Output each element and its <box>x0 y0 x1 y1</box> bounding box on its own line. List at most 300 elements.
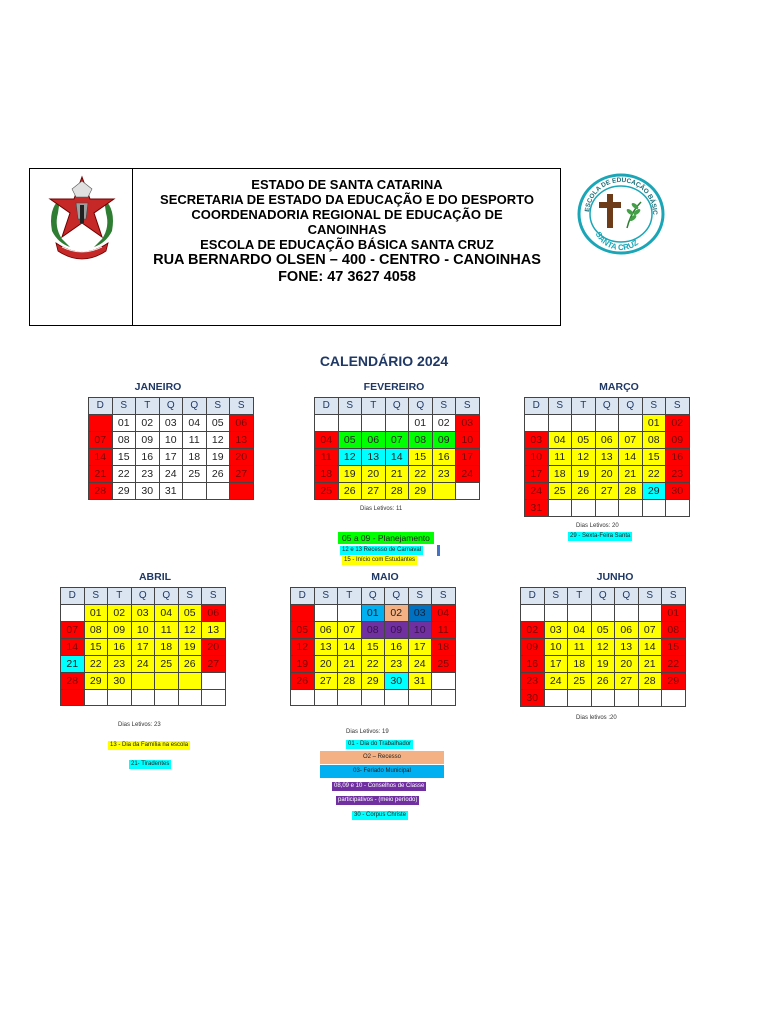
day-cell <box>525 415 549 432</box>
day-cell: 17 <box>408 639 432 656</box>
day-cell <box>548 415 572 432</box>
day-cell: 14 <box>61 639 85 656</box>
day-cell: 25 <box>548 483 572 500</box>
weekday-header: Q <box>591 588 615 605</box>
day-cell: 31 <box>159 483 183 500</box>
day-cell: 19 <box>178 639 202 656</box>
calendar-abril <box>60 587 226 706</box>
weekday-header-row <box>525 398 690 415</box>
weekday-header: S <box>202 588 226 605</box>
week-row <box>291 673 456 690</box>
day-cell: 08 <box>662 622 686 639</box>
weekday-header: S <box>432 398 456 415</box>
week-row <box>291 622 456 639</box>
day-cell: 13 <box>314 639 338 656</box>
legend-sexta-feira-santa: 29 - Sexta-Feira Santa <box>570 533 631 539</box>
day-cell: 06 <box>314 622 338 639</box>
week-row <box>521 605 686 622</box>
weekday-header: T <box>108 588 132 605</box>
day-cell: 08 <box>642 432 666 449</box>
weekday-header: Q <box>361 588 385 605</box>
header-title-block <box>134 177 560 286</box>
weekday-header: T <box>136 398 160 415</box>
day-cell <box>155 673 179 690</box>
day-cell: 07 <box>338 622 362 639</box>
day-cell: 05 <box>178 605 202 622</box>
header-coordination: COORDENADORIA REGIONAL DE EDUCAÇÃO DE <box>191 207 503 222</box>
day-cell <box>108 690 132 706</box>
day-cell: 09 <box>108 622 132 639</box>
week-row <box>61 605 226 622</box>
day-cell: 25 <box>315 483 339 500</box>
day-cell <box>456 483 480 500</box>
day-cell: 11 <box>315 449 339 466</box>
day-cell: 18 <box>432 639 456 656</box>
day-cell: 19 <box>206 449 230 466</box>
week-row <box>61 690 226 706</box>
weekday-header: S <box>206 398 230 415</box>
day-cell: 30 <box>108 673 132 690</box>
day-cell: 06 <box>202 605 226 622</box>
day-cell <box>202 673 226 690</box>
day-cell: 22 <box>84 656 108 673</box>
day-cell <box>291 605 315 622</box>
day-cell <box>178 690 202 706</box>
day-cell: 24 <box>159 466 183 483</box>
day-cell: 19 <box>591 656 615 673</box>
day-cell: 11 <box>183 432 207 449</box>
day-cell <box>432 690 456 706</box>
week-row <box>61 622 226 639</box>
month-name-junho: JUNHO <box>596 571 634 583</box>
calendar-junho <box>520 587 686 707</box>
weekday-header: S <box>662 588 686 605</box>
day-cell: 27 <box>595 483 619 500</box>
month-name-fevereiro: FEVEREIRO <box>363 381 425 393</box>
day-cell: 08 <box>409 432 433 449</box>
day-cell: 28 <box>638 673 662 690</box>
day-cell <box>202 690 226 706</box>
day-cell <box>89 415 113 432</box>
weekday-header: D <box>525 398 549 415</box>
day-cell: 12 <box>338 449 362 466</box>
day-cell: 12 <box>206 432 230 449</box>
header-divider <box>132 169 133 325</box>
day-cell: 27 <box>615 673 639 690</box>
day-cell: 12 <box>291 639 315 656</box>
week-row <box>89 432 254 449</box>
day-cell <box>595 415 619 432</box>
weekday-header-row <box>315 398 480 415</box>
day-cell <box>638 690 662 707</box>
day-cell: 02 <box>666 415 690 432</box>
weekday-header: S <box>548 398 572 415</box>
day-cell: 22 <box>662 656 686 673</box>
day-cell: 21 <box>338 656 362 673</box>
day-cell: 16 <box>666 449 690 466</box>
weekday-header-row <box>61 588 226 605</box>
day-cell: 20 <box>362 466 386 483</box>
week-row <box>89 415 254 432</box>
weekday-header: Q <box>131 588 155 605</box>
day-cell: 27 <box>314 673 338 690</box>
day-cell: 15 <box>409 449 433 466</box>
day-cell: 24 <box>525 483 549 500</box>
weekday-header: S <box>544 588 568 605</box>
day-cell: 20 <box>202 639 226 656</box>
day-cell <box>314 605 338 622</box>
day-cell: 17 <box>159 449 183 466</box>
legend-dia-familia: 13 - Dia da Família na escola <box>110 742 189 748</box>
week-row <box>315 483 480 500</box>
day-cell: 27 <box>202 656 226 673</box>
day-cell: 30 <box>385 673 409 690</box>
week-row <box>291 656 456 673</box>
day-cell: 24 <box>408 656 432 673</box>
week-row <box>521 622 686 639</box>
day-cell: 12 <box>178 622 202 639</box>
weekday-header: S <box>230 398 254 415</box>
weekday-header: S <box>456 398 480 415</box>
day-cell: 10 <box>544 639 568 656</box>
day-cell: 17 <box>544 656 568 673</box>
day-cell <box>666 500 690 517</box>
day-cell: 14 <box>89 449 113 466</box>
weekday-header: Q <box>595 398 619 415</box>
day-cell: 23 <box>108 656 132 673</box>
day-cell: 07 <box>89 432 113 449</box>
day-cell: 01 <box>642 415 666 432</box>
day-cell <box>61 690 85 706</box>
day-cell: 30 <box>136 483 160 500</box>
day-cell: 09 <box>136 432 160 449</box>
school-logo-text-bottom: SANTA CRUZ <box>593 230 640 253</box>
weekday-header: Q <box>385 398 409 415</box>
day-cell <box>432 673 456 690</box>
day-cell: 29 <box>361 673 385 690</box>
day-cell: 13 <box>595 449 619 466</box>
day-cell <box>230 483 254 500</box>
weekday-header: S <box>178 588 202 605</box>
day-cell <box>568 605 592 622</box>
day-cell: 04 <box>315 432 339 449</box>
weekday-header-row <box>89 398 254 415</box>
weekday-header: S <box>84 588 108 605</box>
header-secretariat: SECRETARIA DE ESTADO DA EDUCAÇÃO E DO DESPORTO <box>160 192 534 207</box>
week-row <box>315 415 480 432</box>
weekday-header: Q <box>619 398 643 415</box>
day-cell: 26 <box>291 673 315 690</box>
week-row <box>521 690 686 707</box>
day-cell: 02 <box>432 415 456 432</box>
week-row <box>291 639 456 656</box>
day-cell: 11 <box>568 639 592 656</box>
day-cell: 17 <box>525 466 549 483</box>
state-coat-of-arms-icon <box>40 169 124 274</box>
day-cell <box>385 415 409 432</box>
day-cell: 18 <box>183 449 207 466</box>
day-cell: 07 <box>385 432 409 449</box>
weekday-header: Q <box>615 588 639 605</box>
day-cell: 07 <box>619 432 643 449</box>
header-state: ESTADO DE SANTA CATARINA <box>251 177 443 192</box>
day-cell <box>84 690 108 706</box>
day-cell <box>595 500 619 517</box>
day-cell: 01 <box>84 605 108 622</box>
week-row <box>525 432 690 449</box>
day-cell: 02 <box>521 622 545 639</box>
day-cell: 31 <box>525 500 549 517</box>
day-cell: 04 <box>568 622 592 639</box>
day-cell: 19 <box>291 656 315 673</box>
day-cell <box>544 690 568 707</box>
header-coordination-city: CANOINHAS <box>307 222 387 237</box>
month-name-janeiro: JANEIRO <box>134 381 182 393</box>
weekday-header: D <box>521 588 545 605</box>
day-cell: 15 <box>642 449 666 466</box>
day-cell: 26 <box>178 656 202 673</box>
day-cell: 30 <box>521 690 545 707</box>
weekday-header: D <box>61 588 85 605</box>
day-cell: 29 <box>662 673 686 690</box>
day-cell: 05 <box>572 432 596 449</box>
weekday-header: S <box>338 398 362 415</box>
day-cell: 29 <box>84 673 108 690</box>
day-cell <box>206 483 230 500</box>
week-row <box>521 639 686 656</box>
header-address: RUA BERNARDO OLSEN – 400 - CENTRO - CANOINHAS <box>153 252 541 268</box>
day-cell <box>361 690 385 706</box>
day-cell: 02 <box>108 605 132 622</box>
month-name-marco: MARÇO <box>599 381 639 393</box>
day-cell <box>572 500 596 517</box>
day-cell: 01 <box>361 605 385 622</box>
legend-conselhos-classe: 08,09 e 10 - Conselhos de Classe <box>334 783 425 789</box>
legend-inicio-estudantes: 15 - Início com Estudantes <box>344 557 416 563</box>
day-cell: 06 <box>230 415 254 432</box>
day-cell <box>642 500 666 517</box>
legend-carnaval-marker <box>437 545 440 556</box>
weekday-header: S <box>112 398 136 415</box>
day-cell: 14 <box>338 639 362 656</box>
day-cell: 09 <box>432 432 456 449</box>
day-cell: 24 <box>456 466 480 483</box>
day-cell: 06 <box>362 432 386 449</box>
week-row <box>89 483 254 500</box>
day-cell <box>178 673 202 690</box>
day-cell <box>568 690 592 707</box>
day-cell: 23 <box>432 466 456 483</box>
day-cell: 30 <box>666 483 690 500</box>
week-row <box>61 639 226 656</box>
legend-dia-trabalhador: 01 - Dia do Trabalhador <box>348 741 412 747</box>
weekday-header: T <box>338 588 362 605</box>
day-cell: 01 <box>112 415 136 432</box>
day-cell: 17 <box>456 449 480 466</box>
day-cell: 19 <box>572 466 596 483</box>
day-cell: 01 <box>409 415 433 432</box>
day-cell: 11 <box>155 622 179 639</box>
day-cell: 18 <box>155 639 179 656</box>
day-cell: 14 <box>638 639 662 656</box>
day-cell: 20 <box>230 449 254 466</box>
day-cell: 28 <box>61 673 85 690</box>
day-cell: 21 <box>61 656 85 673</box>
day-cell: 18 <box>315 466 339 483</box>
day-cell <box>619 415 643 432</box>
school-logo-text-top: ESCOLA DE EDUCAÇÃO BÁSIC <box>584 176 659 216</box>
day-cell: 03 <box>159 415 183 432</box>
day-cell <box>61 605 85 622</box>
fevereiro-school-days: Dias Letivos: 11 <box>360 506 403 512</box>
weekday-header: S <box>432 588 456 605</box>
day-cell <box>385 690 409 706</box>
day-cell: 16 <box>385 639 409 656</box>
day-cell <box>544 605 568 622</box>
day-cell: 05 <box>206 415 230 432</box>
day-cell: 27 <box>362 483 386 500</box>
week-row <box>89 466 254 483</box>
day-cell: 28 <box>338 673 362 690</box>
week-row <box>521 656 686 673</box>
day-cell: 08 <box>112 432 136 449</box>
day-cell: 05 <box>291 622 315 639</box>
day-cell: 03 <box>525 432 549 449</box>
day-cell: 23 <box>666 466 690 483</box>
day-cell: 10 <box>159 432 183 449</box>
day-cell: 28 <box>619 483 643 500</box>
weekday-header: D <box>315 398 339 415</box>
day-cell: 22 <box>409 466 433 483</box>
week-row <box>525 449 690 466</box>
week-row <box>315 449 480 466</box>
day-cell: 31 <box>408 673 432 690</box>
day-cell: 29 <box>409 483 433 500</box>
day-cell: 13 <box>615 639 639 656</box>
weekday-header: Q <box>183 398 207 415</box>
day-cell: 03 <box>456 415 480 432</box>
day-cell: 10 <box>525 449 549 466</box>
day-cell: 09 <box>385 622 409 639</box>
day-cell: 22 <box>112 466 136 483</box>
day-cell: 08 <box>361 622 385 639</box>
day-cell <box>638 605 662 622</box>
day-cell: 14 <box>619 449 643 466</box>
weekday-header: T <box>362 398 386 415</box>
junho-school-days: Dias letivos :20 <box>576 715 617 721</box>
week-row <box>291 690 456 706</box>
day-cell <box>591 605 615 622</box>
day-cell <box>338 690 362 706</box>
day-cell: 18 <box>548 466 572 483</box>
day-cell <box>338 415 362 432</box>
day-cell <box>662 690 686 707</box>
calendar-fevereiro <box>314 397 480 500</box>
day-cell: 27 <box>230 466 254 483</box>
weekday-header: T <box>568 588 592 605</box>
weekday-header: S <box>666 398 690 415</box>
day-cell: 08 <box>84 622 108 639</box>
day-cell <box>314 690 338 706</box>
legend-recesso: O2 – Recesso <box>320 751 444 764</box>
week-row <box>291 605 456 622</box>
day-cell <box>131 673 155 690</box>
day-cell: 16 <box>521 656 545 673</box>
day-cell: 13 <box>230 432 254 449</box>
calendar-title: CALENDÁRIO 2024 <box>319 353 449 369</box>
day-cell: 26 <box>572 483 596 500</box>
weekday-header-row <box>291 588 456 605</box>
week-row <box>521 673 686 690</box>
day-cell <box>521 605 545 622</box>
legend-corpus-christi: 30 - Corpus Christe <box>354 812 407 818</box>
day-cell: 18 <box>568 656 592 673</box>
day-cell: 25 <box>568 673 592 690</box>
weekday-header: Q <box>409 398 433 415</box>
day-cell: 11 <box>548 449 572 466</box>
day-cell <box>131 690 155 706</box>
day-cell: 22 <box>642 466 666 483</box>
day-cell <box>291 690 315 706</box>
day-cell: 20 <box>314 656 338 673</box>
day-cell: 11 <box>432 622 456 639</box>
calendar-marco <box>524 397 690 517</box>
weekday-header: Q <box>155 588 179 605</box>
weekday-header: Q <box>385 588 409 605</box>
day-cell: 17 <box>131 639 155 656</box>
day-cell: 20 <box>595 466 619 483</box>
marco-school-days: Dias Letivos: 20 <box>576 523 619 529</box>
day-cell <box>315 415 339 432</box>
day-cell: 23 <box>521 673 545 690</box>
header-phone: FONE: 47 3627 4058 <box>278 269 416 285</box>
day-cell: 03 <box>408 605 432 622</box>
weekday-header: S <box>408 588 432 605</box>
week-row <box>315 466 480 483</box>
legend-conselhos-periodo: participativos - (meio período) <box>338 797 418 803</box>
day-cell: 03 <box>544 622 568 639</box>
weekday-header: T <box>572 398 596 415</box>
day-cell: 13 <box>362 449 386 466</box>
legend-carnaval: 12 e 13 Recesso de Carnaval <box>342 547 422 553</box>
week-row <box>525 483 690 500</box>
school-logo-icon <box>575 172 667 261</box>
day-cell: 23 <box>385 656 409 673</box>
weekday-header: D <box>89 398 113 415</box>
day-cell: 21 <box>638 656 662 673</box>
day-cell <box>408 690 432 706</box>
day-cell: 07 <box>638 622 662 639</box>
weekday-header: S <box>642 398 666 415</box>
day-cell: 04 <box>548 432 572 449</box>
calendar-janeiro <box>88 397 254 500</box>
day-cell: 04 <box>432 605 456 622</box>
day-cell: 26 <box>206 466 230 483</box>
day-cell: 16 <box>136 449 160 466</box>
day-cell <box>362 415 386 432</box>
weekday-header: S <box>314 588 338 605</box>
day-cell: 03 <box>131 605 155 622</box>
day-cell: 15 <box>361 639 385 656</box>
week-row <box>525 500 690 517</box>
weekday-header: Q <box>159 398 183 415</box>
day-cell: 21 <box>385 466 409 483</box>
day-cell: 24 <box>131 656 155 673</box>
day-cell: 07 <box>61 622 85 639</box>
maio-school-days: Dias Letivos: 19 <box>346 729 389 735</box>
day-cell <box>432 483 456 500</box>
day-cell: 16 <box>108 639 132 656</box>
